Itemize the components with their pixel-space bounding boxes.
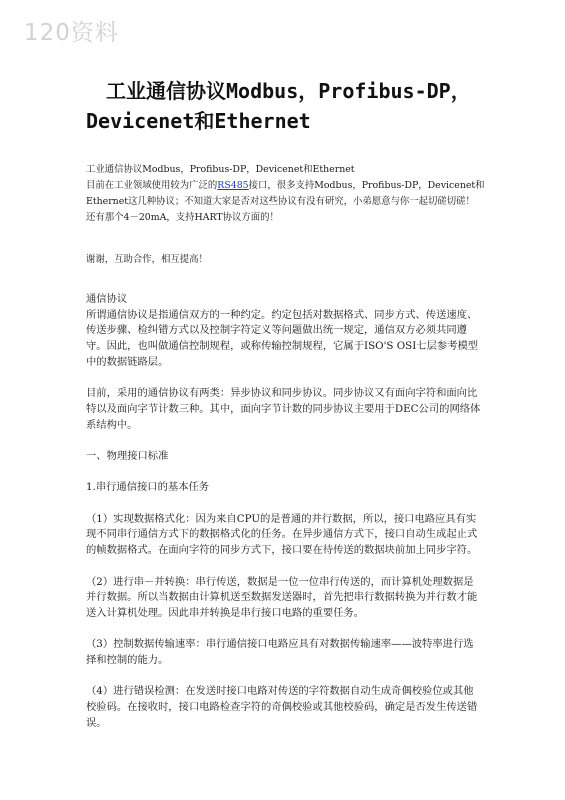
paragraph: （2）进行串－并转换：串行传送，数据是一位一位串行传送的，而计算机处理数据是并行数据。所以当数据由计算机送至数据发送器时，首先把串行数据转换为并行数才能送入计算机处理。因此串并转换是串行接口电路的重要任务。 bbox=[86, 575, 478, 619]
watermark: 120资料 bbox=[24, 20, 119, 46]
rs485-link[interactable]: RS485 bbox=[217, 180, 249, 191]
paragraph: （1）实现数据格式化：因为来自CPU的是普通的并行数据，所以，接口电路应具有实现不同串行通信方式下的数据格式化的任务。在异步通信方式下，接口自动生成起止式的帧数据格式。在面向字符的同步方式下，接口要在待传送的数据块前加上同步字符。 bbox=[86, 512, 478, 557]
intro-block bbox=[86, 162, 486, 226]
section-heading: 通信协议 bbox=[86, 293, 128, 305]
intro-text-before-link: 目前在工业领域使用较为广泛的 bbox=[86, 180, 218, 191]
intro-line-1: 工业通信协议Modbus，Profibus-DP，Devicenet和Ethernet bbox=[86, 164, 355, 175]
intro-line-3: 还有那个4－20mA，支持HART协议方面的！ bbox=[86, 212, 279, 223]
intro-line-2 bbox=[86, 178, 486, 210]
section-heading: 一、物理接口标准 bbox=[86, 450, 169, 462]
paragraph: （3）控制数据传输速率：串行通信接口电路应具有对数据传输速率——波特率进行选择和控制的能力。 bbox=[86, 638, 474, 667]
intro-text-after-link: 接口，很多支持Modbus，Profibus-DP，Devicenet和 Ethernet这几种协议；不知道大家是否对这些协议有没有研究，小弟愿意与你一起切磋切磋！ bbox=[86, 180, 485, 207]
subsection-heading: 1.串行通信接口的基本任务 bbox=[86, 481, 210, 494]
thanks-line: 谢谢，互助合作，相互提高！ bbox=[86, 254, 208, 265]
paragraph: 目前，采用的通信协议有两类：异步协议和同步协议。同步协议又有面向字符和面向比特以及面向字节计数三种。其中，面向字节计数的同步协议主要用于DEC公司的网络体系结构中。 bbox=[86, 387, 481, 431]
paragraph: （4）进行错误检测：在发送时接口电路对传送的字符数据自动生成奇偶校验位或其他校验码。在接收时，接口电路检查字符的奇偶校验或其他校验码，确定是否发生传送错误。 bbox=[86, 685, 478, 729]
page-title: 工业通信协议Modbus，Profibus-DP，Devicenet和Ethernet bbox=[86, 79, 471, 133]
article-body bbox=[86, 292, 482, 747]
paragraph: 所谓通信协议是指通信双方的一种约定。约定包括对数据格式、同步方式、传送速度、传送步骤、检纠错方式以及控制字符定义等问题做出统一规定，通信双方必须共同遵守。因此，也叫做通信控制规程，或称传输控制规程，它属于ISO'S OSI七层参考模型中的数据链路层。 bbox=[86, 308, 479, 368]
